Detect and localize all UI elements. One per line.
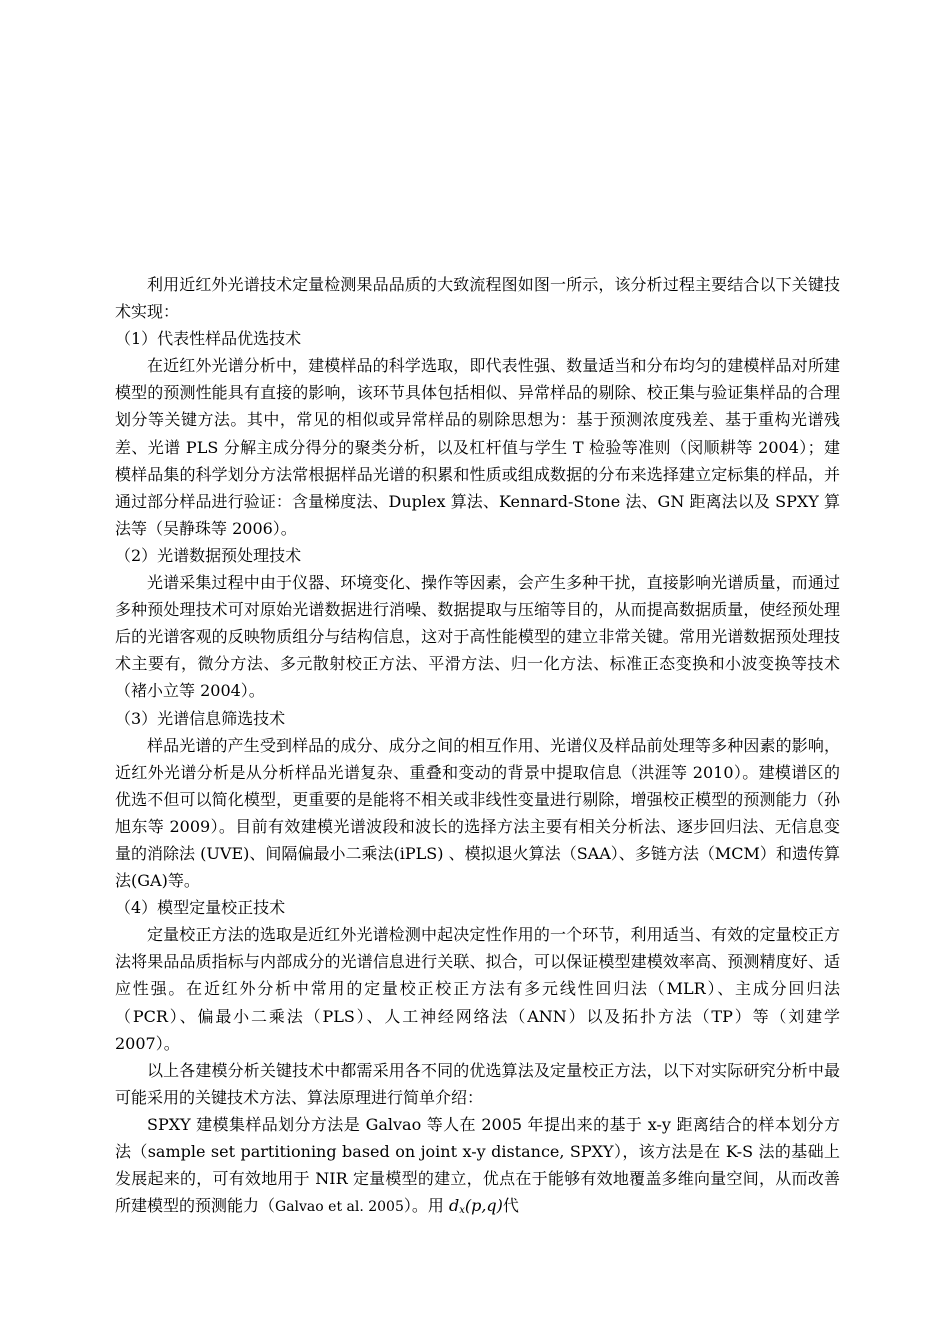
spxy-after-citation: ）。用 [403, 1196, 449, 1216]
formula-args: (p,q) [464, 1196, 503, 1216]
spxy-citation: Galvao et al. 2005 [275, 1199, 404, 1216]
distance-formula [449, 1196, 503, 1215]
section-1-body: 在近红外光谱分析中，建模样品的科学选取，即代表性强、数量适当和分布均匀的建模样品对所建模型的预测性能具有直接的影响，该环节具体包括相似、异常样品的剔除、校正集与验证集样品的合理划分等关键方法。其中，常见的相似或异常样品的剔除思想为：基于预测浓度残差、基于重构光谱残差、光谱 PLS 分解主成分得分的聚类分析，以及杠杆值与学生 T 检验等准则（闵顺耕等 2004）；建模样品集的科学划分方法常根据样品光谱的积累和性质或组成数据的分布来选择建立定标集的样品，并通过部分样品进行验证：含量梯度法、Duplex 算法、Kennard-Stone 法、GN 距离法以及 SPXY 算法等（吴静珠等 2006）。 [115, 356, 840, 538]
summary-paragraph: 以上各建模分析关键技术中都需采用各不同的优选算法及定量校正方法，以下对实际研究分析中最可能采用的关键技术方法、算法原理进行简单介绍： [115, 1060, 840, 1107]
section-2-body: 光谱采集过程中由于仪器、环境变化、操作等因素，会产生多种干扰，直接影响光谱质量，而通过多种预处理技术可对原始光谱数据进行消噪、数据提取与压缩等目的，从而提高数据质量，使经预处理后的光谱客观的反映物质组分与结构信息，这对于高性能模型的建立非常关键。常用光谱数据预处理技术主要有，微分方法、多元散射校正方法、平滑方法、归一化方法、标准正态变换和小波变换等技术（褚小立等 2004）。 [115, 573, 840, 701]
formula-subscript: x [459, 1205, 465, 1217]
spxy-tail-text: 代 [502, 1196, 519, 1216]
formula-d: d [448, 1196, 460, 1216]
section-3-body: 样品光谱的产生受到样品的成分、成分之间的相互作用、光谱仪及样品前处理等多种因素的影响，近红外光谱分析是从分析样品光谱复杂、重叠和变动的背景中提取信息（洪涯等 2010）。建模谱区的优选不但可以简化模型，更重要的是能将不相关或非线性变量进行剔除，增强校正模型的预测能力（孙旭东等 2009）。目前有效建模光谱波段和波长的选择方法主要有相关分析法、逐步回归法、无信息变量的消除法 (UVE)、间隔偏最小二乘法(iPLS) 、模拟退火算法（SAA）、多链方法（MCM）和遗传算法(GA)等。 [115, 735, 840, 891]
document-page [115, 271, 840, 1224]
section-2-heading: （2）光谱数据预处理技术 [115, 545, 302, 565]
section-4-body: 定量校正方法的选取是近红外光谱检测中起决定性作用的一个环节，利用适当、有效的定量校正方法将果品品质指标与内部成分的光谱信息进行关联、拟合，可以保证模型建模效率高、预测精度好、适应性强。在近红外分析中常用的定量校正校正方法有多元线性回归法（MLR）、主成分回归法（PCR）、偏最小二乘法（PLS）、人工神经网络法（ANN）以及拓扑方法（TP）等（刘建学 2007）。 [115, 925, 840, 1053]
section-3-heading: （3）光谱信息筛选技术 [115, 708, 286, 728]
spxy-main-text: SPXY 建模集样品划分方法是 Galvao 等人在 2005 年提出来的基于 x-y 距离结合的样本划分方法（sample set partitioning based on joint x-y distance, SPXY），该方法是在 K-S 法的基础上发展起来的，可有效地用于 NIR 定量模型的建立，优点在于能够有效地覆盖多维向量空间，从而改善所建模型的预测能力（ [115, 1114, 840, 1216]
spxy-paragraph [115, 1111, 840, 1224]
section-4-heading: （4）模型定量校正技术 [115, 898, 286, 918]
intro-paragraph: 利用近红外光谱技术定量检测果品品质的大致流程图如图一所示，该分析过程主要结合以下关键技术实现： [115, 275, 840, 322]
section-1-heading: （1）代表性样品优选技术 [115, 329, 302, 349]
